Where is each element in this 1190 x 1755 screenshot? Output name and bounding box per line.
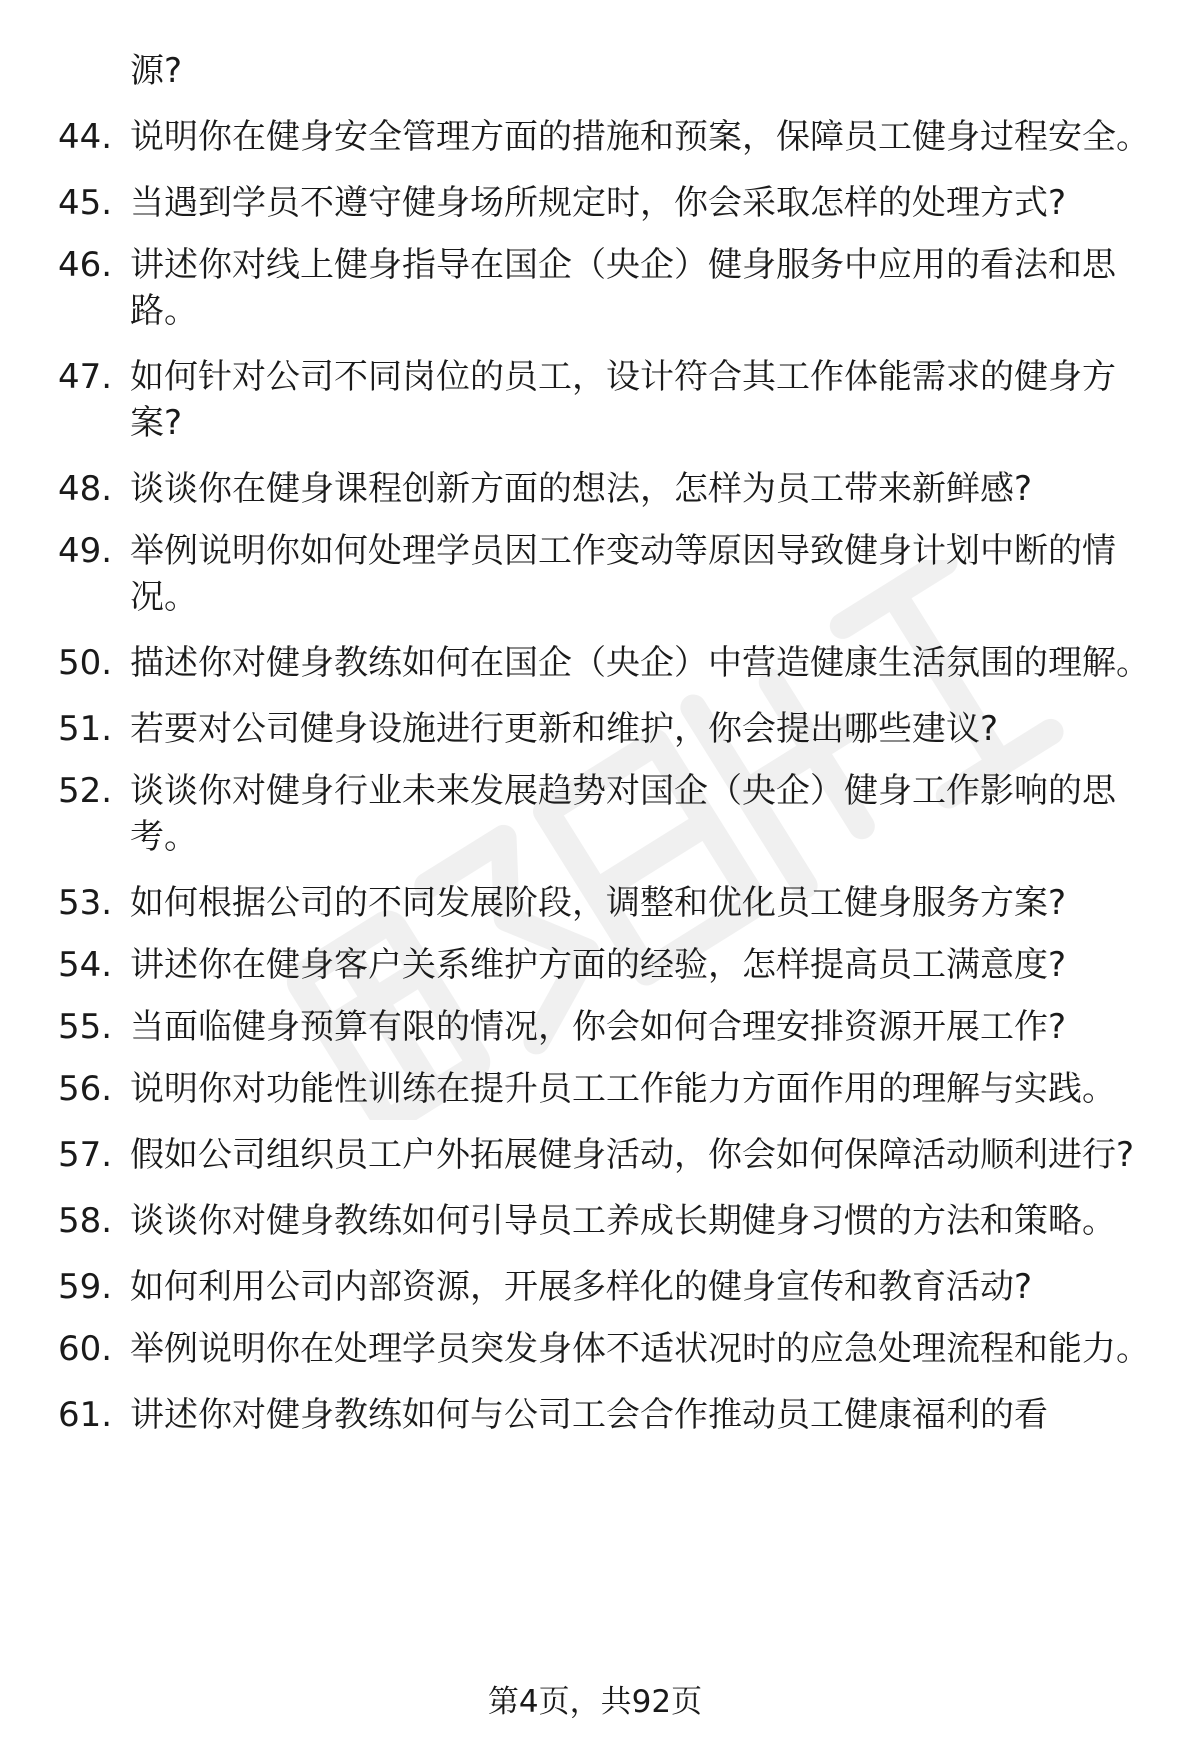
question-number: 58. — [58, 1201, 113, 1241]
question-item — [0, 942, 1190, 988]
question-text: 谈谈你在健身课程创新方面的想法，怎样为员工带来新鲜感? — [130, 469, 1033, 509]
question-item — [0, 466, 1190, 512]
question-text: 假如公司组织员工户外拓展健身活动，你会如何保障活动顺利进行? — [130, 1135, 1135, 1175]
question-number: 55. — [58, 1007, 113, 1047]
question-number: 56. — [58, 1069, 113, 1109]
question-number: 50. — [58, 643, 113, 683]
question-item — [0, 354, 1190, 446]
page-number-footer: 第4页，共92页 — [487, 1684, 703, 1720]
question-number: 49. — [58, 531, 113, 571]
question-text: 谈谈你对健身教练如何引导员工养成长期健身习惯的方法和策略。 — [130, 1201, 1116, 1241]
question-list — [0, 114, 1190, 1454]
question-item — [0, 768, 1190, 860]
question-text: 讲述你对健身教练如何与公司工会合作推动员工健康福利的看 — [130, 1395, 1048, 1435]
question-number: 44. — [58, 117, 113, 157]
question-item — [0, 1004, 1190, 1050]
question-item — [0, 528, 1190, 620]
question-item — [0, 1326, 1190, 1372]
question-text: 当遇到学员不遵守健身场所规定时，你会采取怎样的处理方式? — [130, 183, 1067, 223]
question-number: 45. — [58, 183, 113, 223]
question-item — [0, 242, 1190, 334]
question-text: 描述你对健身教练如何在国企（央企）中营造健康生活氛围的理解。 — [130, 643, 1150, 683]
question-item — [0, 1066, 1190, 1112]
question-item — [0, 114, 1190, 160]
question-number: 60. — [58, 1329, 113, 1369]
question-text: 如何根据公司的不同发展阶段，调整和优化员工健身服务方案? — [130, 883, 1067, 923]
question-text: 若要对公司健身设施进行更新和维护，你会提出哪些建议? — [130, 709, 999, 749]
question-item — [0, 880, 1190, 926]
question-text: 如何利用公司内部资源，开展多样化的健身宣传和教育活动? — [130, 1267, 1033, 1307]
question-number: 57. — [58, 1135, 113, 1175]
question-item — [0, 706, 1190, 752]
question-text: 举例说明你如何处理学员因工作变动等原因导致健身计划中断的情况。 — [130, 531, 1116, 617]
question-item — [0, 640, 1190, 686]
question-number: 47. — [58, 357, 113, 397]
continuation-text: 源? — [130, 51, 183, 91]
question-item — [0, 1198, 1190, 1244]
question-text: 当面临健身预算有限的情况，你会如何合理安排资源开展工作? — [130, 1007, 1067, 1047]
question-text: 说明你对功能性训练在提升员工工作能力方面作用的理解与实践。 — [130, 1069, 1116, 1109]
question-number: 46. — [58, 245, 113, 285]
question-number: 52. — [58, 771, 113, 811]
question-text: 如何针对公司不同岗位的员工，设计符合其工作体能需求的健身方案? — [130, 357, 1116, 443]
question-text: 讲述你在健身客户关系维护方面的经验，怎样提高员工满意度? — [130, 945, 1067, 985]
question-number: 54. — [58, 945, 113, 985]
question-text: 谈谈你对健身行业未来发展趋势对国企（央企）健身工作影响的思考。 — [130, 771, 1116, 857]
question-text: 举例说明你在处理学员突发身体不适状况时的应急处理流程和能力。 — [130, 1329, 1150, 1369]
question-item — [0, 180, 1190, 226]
question-text: 说明你在健身安全管理方面的措施和预案，保障员工健身过程安全。 — [130, 117, 1150, 157]
question-number: 51. — [58, 709, 113, 749]
question-number: 53. — [58, 883, 113, 923]
question-item — [0, 1392, 1190, 1438]
question-text: 讲述你对线上健身指导在国企（央企）健身服务中应用的看法和思路。 — [130, 245, 1116, 331]
question-item — [0, 1132, 1190, 1178]
question-number: 61. — [58, 1395, 113, 1435]
question-number: 59. — [58, 1267, 113, 1307]
question-number: 48. — [58, 469, 113, 509]
question-item — [0, 1264, 1190, 1310]
